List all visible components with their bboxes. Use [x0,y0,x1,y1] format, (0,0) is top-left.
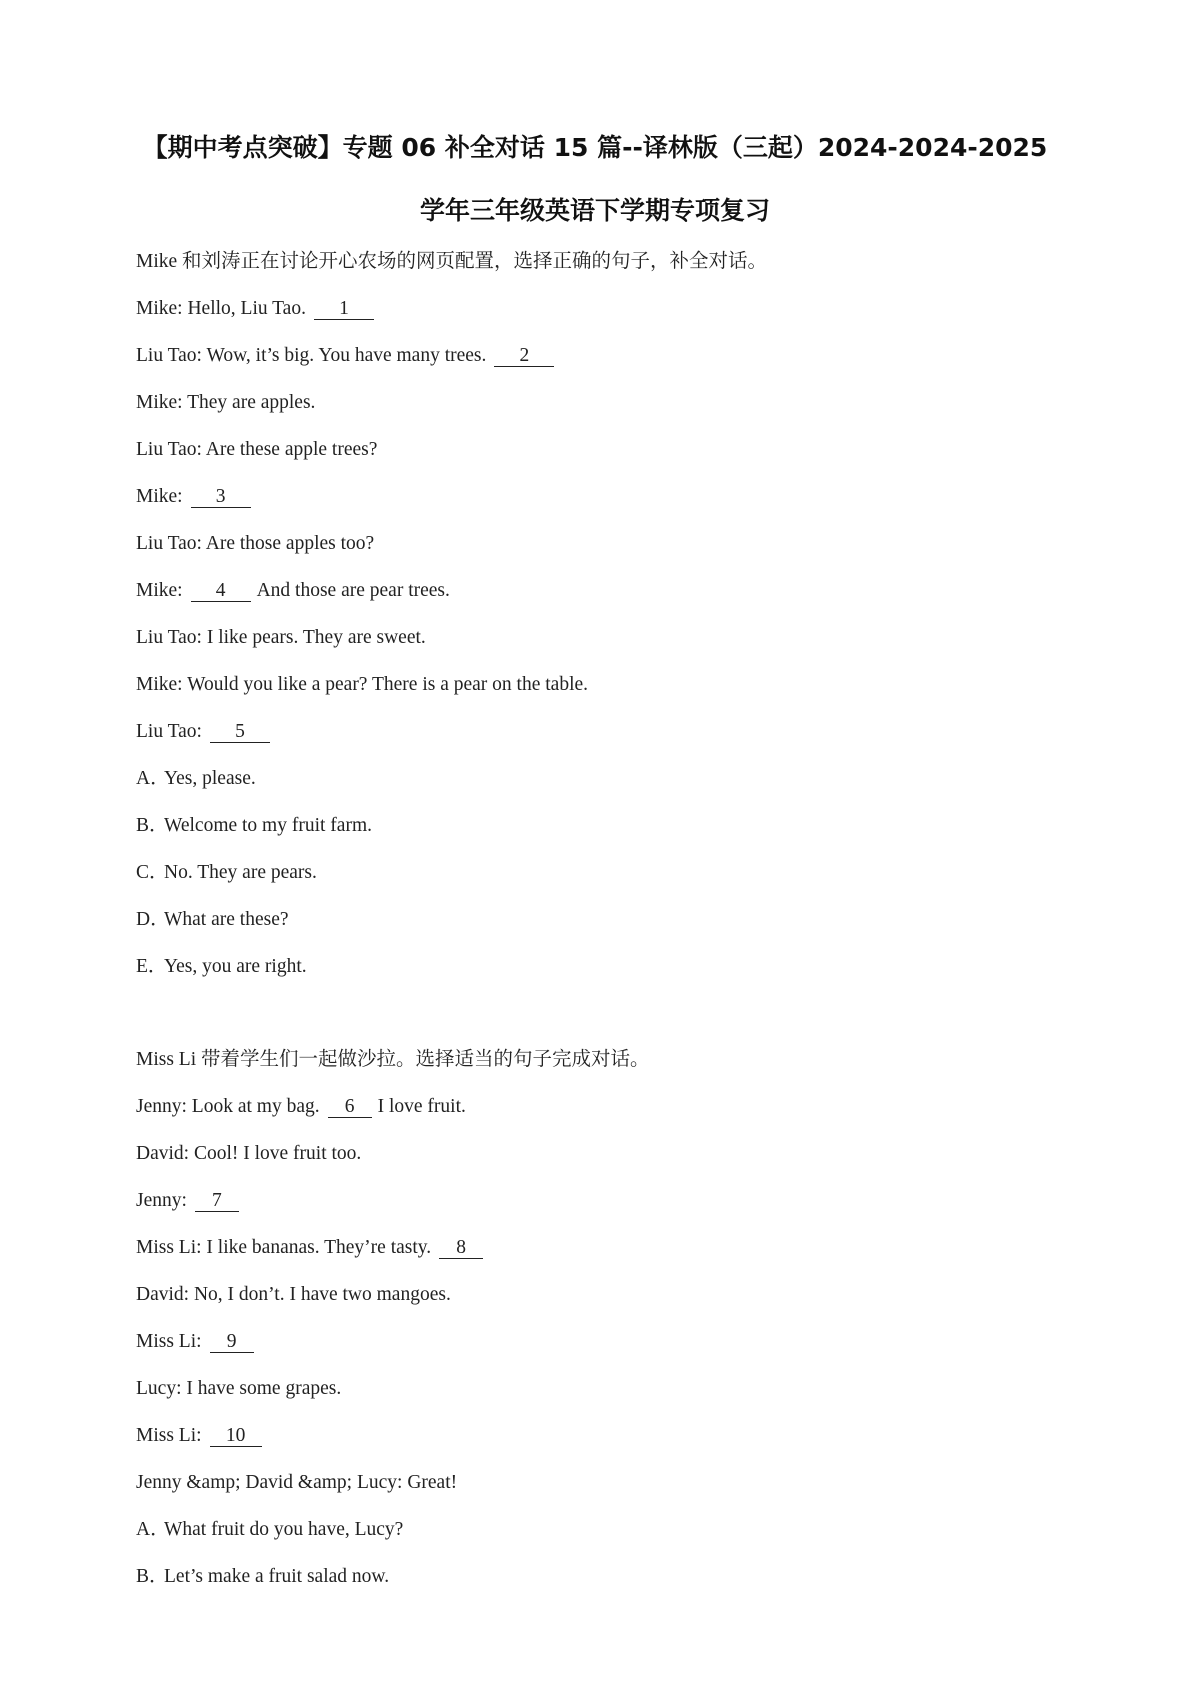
answer-blank[interactable]: 9 [210,1332,254,1353]
option-item [136,955,307,979]
answer-blank[interactable]: 2 [494,346,554,367]
dialogue-line [136,1236,489,1260]
option-text: Welcome to my fruit farm. [164,815,372,836]
option-item [136,767,256,791]
dialogue-text: Miss Li: [136,1331,202,1352]
dialogue-line [136,485,257,509]
option-item [136,861,317,885]
option-letter: A． [136,768,170,789]
dialogue-line [136,1283,451,1307]
option-letter: D． [136,909,170,930]
answer-blank[interactable]: 6 [328,1097,372,1118]
dialogue-text: Liu Tao: Wow, it’s big. You have many trees. [136,345,487,366]
dialogue-text: Jenny: [136,1190,187,1211]
dialogue-line [136,1471,457,1495]
dialogue-text: Mike: Would you like a pear? There is a pear on the table. [136,674,589,695]
dialogue-line [136,391,315,415]
dialogue-text: Liu Tao: I like pears. They are sweet. [136,627,426,648]
dialogue-text: Mike: [136,580,183,601]
option-letter: E． [136,956,168,977]
option-text: What are these? [164,909,289,930]
option-text: What fruit do you have, Lucy? [164,1519,404,1540]
dialogue-line [136,297,380,321]
dialogue-line [136,1189,245,1213]
dialogue-text: Mike: They are apples. [136,392,316,413]
dialogue-text: Liu Tao: [136,721,202,742]
dialogue-text: David: No, I don’t. I have two mangoes. [136,1284,451,1305]
dialogue-text: Liu Tao: Are these apple trees? [136,439,378,460]
dialogue-text: Jenny: Look at my bag. [136,1096,320,1117]
page-title-line-2: 学年三年级英语下学期专项复习 [419,196,770,225]
dialogue-text-after: And those are pear trees. [256,580,450,601]
dialogue-text: David: Cool! I love fruit too. [136,1143,362,1164]
dialogue-line [136,438,377,462]
option-text: No. They are pears. [164,862,317,883]
dialogue-line [136,1377,341,1401]
dialogue-text: Mike: Hello, Liu Tao. [136,298,306,319]
answer-blank[interactable]: 1 [314,299,374,320]
option-item [136,814,372,838]
option-letter: C． [136,862,169,883]
dialogue-line [136,1330,260,1354]
dialogue-line [136,720,276,744]
answer-blank[interactable]: 3 [191,487,251,508]
dialogue-line [136,344,560,368]
dialogue-line [136,673,588,697]
dialogue-text: Lucy: I have some grapes. [136,1378,342,1399]
option-text: Yes, please. [164,768,256,789]
answer-blank[interactable]: 8 [439,1238,483,1259]
dialogue-line [136,1095,466,1119]
option-item [136,1565,389,1589]
option-letter: A． [136,1519,170,1540]
dialogue-text-after: I love fruit. [377,1096,466,1117]
dialogue-text: Liu Tao: Are those apples too? [136,533,375,554]
option-item [136,908,289,932]
section1-intro: Mike 和刘涛正在讨论开心农场的网页配置，选择正确的句子，补全对话。 [136,251,768,272]
dialogue-line [136,626,426,650]
answer-blank[interactable]: 5 [210,722,270,743]
dialogue-line [136,532,374,556]
answer-blank[interactable]: 4 [191,581,251,602]
dialogue-text: Jenny &amp; David &amp; Lucy: Great! [136,1472,458,1493]
option-text: Yes, you are right. [164,956,307,977]
section2-intro: Miss Li 带着学生们一起做沙拉。选择适当的句子完成对话。 [136,1049,650,1070]
page-title-line-1: 【期中考点突破】专题 06 补全对话 15 篇--译林版（三起）2024-2024-2025 [142,133,1048,162]
dialogue-line [136,1424,268,1448]
option-text: Let’s make a fruit salad now. [164,1566,390,1587]
option-letter: B． [136,815,169,836]
dialogue-text: Mike: [136,486,183,507]
dialogue-text: Miss Li: [136,1425,202,1446]
option-item [136,1518,403,1542]
answer-blank[interactable]: 10 [210,1426,262,1447]
dialogue-line [136,579,450,603]
dialogue-text: Miss Li: I like bananas. They’re tasty. [136,1237,432,1258]
dialogue-line [136,1142,361,1166]
option-letter: B． [136,1566,169,1587]
answer-blank[interactable]: 7 [195,1191,239,1212]
